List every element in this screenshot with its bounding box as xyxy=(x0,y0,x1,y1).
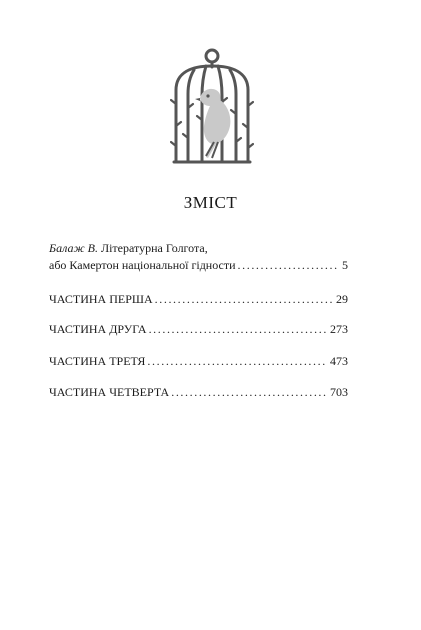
entry-page-number: 473 xyxy=(330,354,348,368)
toc-entry-part-1[interactable] xyxy=(49,291,348,308)
entry-author: Балаж В. xyxy=(49,241,98,255)
toc-entry-part-2[interactable] xyxy=(49,321,348,338)
page-title: ЗМІСТ xyxy=(183,193,238,212)
entry-title: ЧАСТИНА ДРУГА xyxy=(49,322,147,336)
entry-page-number: 29 xyxy=(336,292,348,306)
entry-title: ЧАСТИНА ТРЕТЯ xyxy=(49,354,146,368)
dot-leader xyxy=(171,384,327,401)
entry-title-continued: або Камертон національної гідности xyxy=(49,258,236,272)
toc-entry-intro[interactable] xyxy=(49,240,348,274)
entry-title: ЧАСТИНА ЧЕТВЕРТА xyxy=(49,385,170,399)
dot-leader xyxy=(238,257,339,274)
entry-page-number: 273 xyxy=(330,322,348,336)
toc-entry-part-3[interactable] xyxy=(49,353,348,370)
dot-leader xyxy=(149,321,327,338)
toc-entry-part-4[interactable] xyxy=(49,384,348,401)
dot-leader xyxy=(147,353,327,370)
entry-page-number: 5 xyxy=(342,258,348,272)
dot-leader xyxy=(155,291,333,308)
bird-in-cage-icon xyxy=(170,46,254,166)
entry-page-number: 703 xyxy=(330,385,348,399)
entry-title: ЧАСТИНА ПЕРША xyxy=(49,292,153,306)
entry-title: Літературна Голгота, xyxy=(97,241,208,255)
